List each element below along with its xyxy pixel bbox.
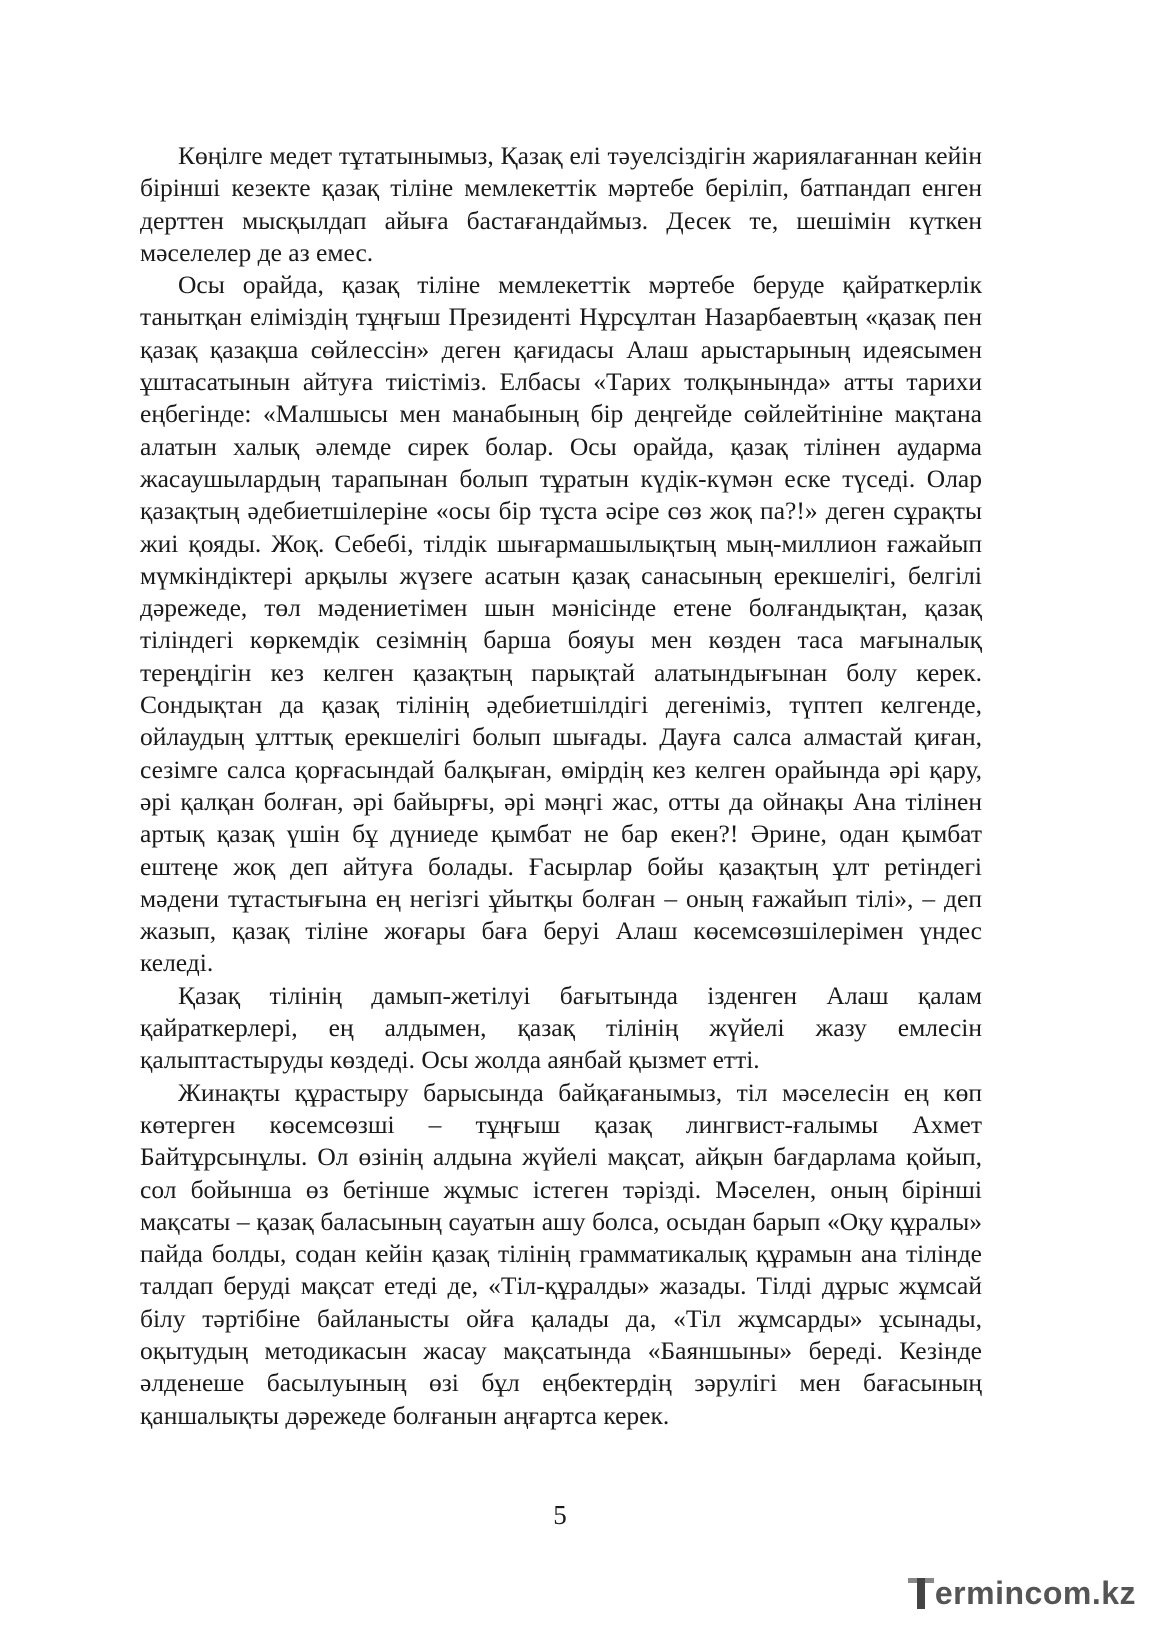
t-letter-logo-icon — [908, 1576, 934, 1610]
paragraph-3: Қазақ тілінің дамып-жетілуі бағытында ізденген Алаш қалам қайраткерлері, ең алдымен, қазақ тілінің жүйелі жазу емлесін қалыптастыруды көздеді. Осы жолда аянбай қызмет етті. — [140, 980, 982, 1075]
paragraph-4: Жинақты құрастыру барысында байқағанымыз, тіл мәселесін ең көп көтерген көсемсөзші – тұңғыш қазақ лингвист-ғалымы Ахмет Байтұрсынұлы. Ол өзінің алдына жүйелі мақсат, айқын бағдарлама қойып, сол бойынша өз бетінше жұмыс істеген тәрізді. Мәселен, оның бірінші мақсаты – қазақ баласының сауатын ашу болса, осыдан барып «Оқу құралы» пайда болды, содан кейін қазақ тілінің грамматикалық құрамын ана тілінде талдап беруді мақсат етеді де, «Тіл-құралды» жазады. Тілді дұрыс жұмсай білу тәртібіне байланысты ойға қалады да, «Тіл жұмсарды» ұсынады, оқытудың методикасын жасау мақсатында «Баяншыны» береді. Кезінде әлденеше басылуының өзі бұл еңбектердің зәрулігі мен бағасының қаншалықты дәрежеде болғанын аңғартса керек. — [140, 1077, 982, 1430]
site-watermark — [908, 1571, 1136, 1615]
page-body — [140, 140, 982, 1432]
paragraph-1: Көңілге медет тұтатынымыз, Қазақ елі тәуелсіздігін жариялағаннан кейін бірінші кезекте қазақ тіліне мемлекеттік мәртебе беріліп, батпандап енген дерттен мысқылдап айыға бастағандаймыз. Десек те, шешімін күткен мәселелер де аз емес. — [140, 141, 982, 267]
paragraph-2: Осы орайда, қазақ тіліне мемлекеттік мәртебе беруде қайраткерлік танытқан еліміздің тұңғыш Президенті Нұрсұлтан Назарбаевтың «қазақ пен қазақ қазақша сөйлессін» деген қағидасы Алаш арыстарының идеясымен ұштасатынын айтуға тиістіміз. Елбасы «Тарих толқынында» атты тарихи еңбегінде: «Малшысы мен манабының бір деңгейде сөйлейтініне мақтана алатын халық әлемде сирек болар. Осы орайда, қазақ тілінен аударма жасаушылардың тарапынан болып тұратын күдік-күмән еске түседі. Олар қазақтың әдебиетшілеріне «осы бір тұста әсіре сөз жоқ па?!» деген сұрақты жиі қояды. Жоқ. Себебі, тілдік шығармашылықтың мың-миллион ғажайып мүмкіндіктері арқылы жүзеге асатын қазақ санасының ерекшелігі, белгілі дәрежеде, төл мәдениетімен шын мәнісінде етене болғандықтан, қазақ тіліндегі көркемдік сезімнің барша бояуы мен көзден таса мағыналық тереңдігін кез келген қазақтың парықтай алатындығынан болу керек. Сондықтан да қазақ тілінің әдебиетшілдігі дегеніміз, түптеп келгенде, ойлаудың ұлттық ерекшелігі болып шығады. Дауға салса алмастай қиған, сезімге салса қорғасындай балқыған, өмірдің кез келген орайында әрі қару, әрі қалқан болған, әрі байырғы, әрі мәңгі жас, отты да ойнақы Ана тілінен артық қазақ үшін бұ дүниеде қымбат не бар екен?! Әрине, одан қымбат ештеңе жоқ деп айтуға болады. Ғасырлар бойы қазақтың ұлт ретіндегі мәдени тұтастығына ең негізгі ұйытқы болған – оның ғажайып тілі», – деп жазып, қазақ тіліне жоғары баға беруі Алаш көсемсөзшілерімен үндес келеді. — [140, 270, 982, 978]
page-number: 5 — [553, 1500, 567, 1530]
watermark-text: ermincom.kz — [934, 1574, 1136, 1611]
